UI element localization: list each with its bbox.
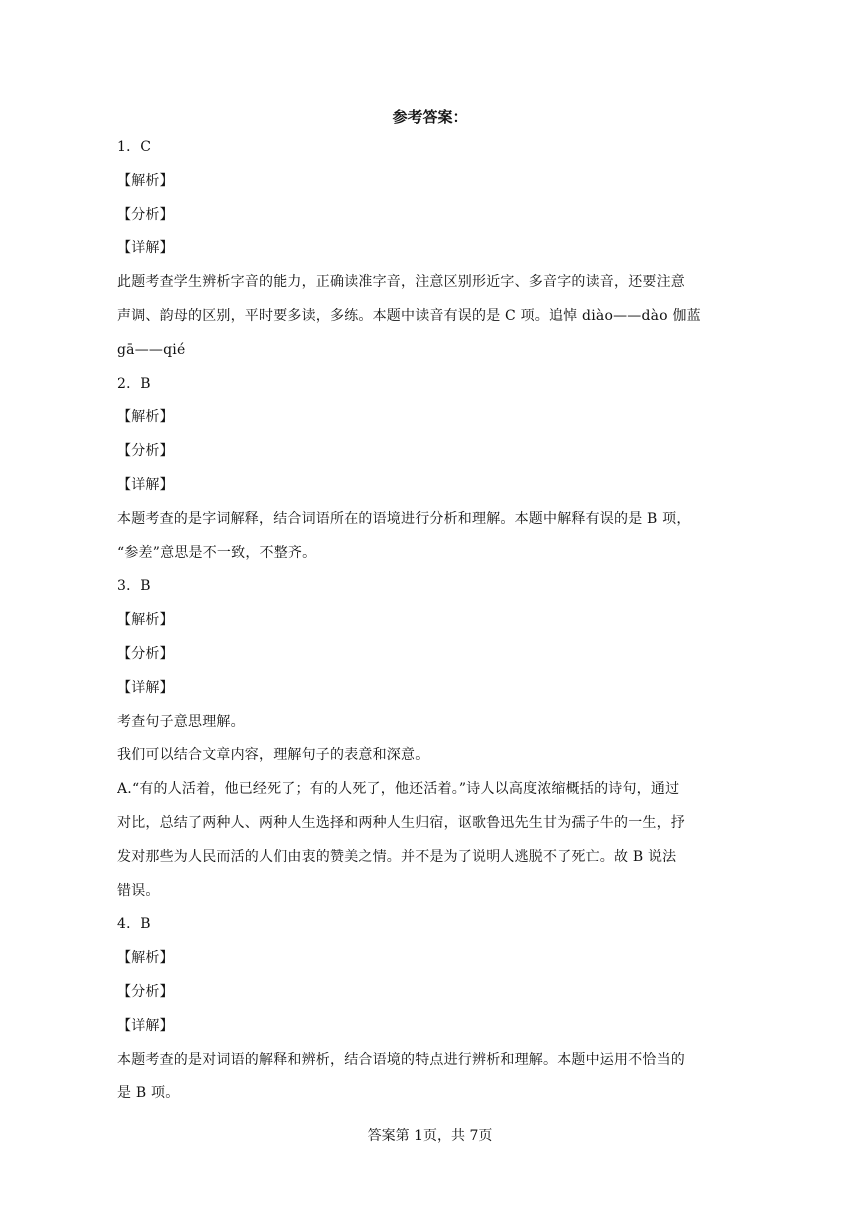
analysis-label: 【分析】 (117, 443, 174, 460)
analysis-label: 【分析】 (117, 206, 174, 223)
answer-content (117, 131, 747, 1111)
explanation-text: 声调、韵母的区别，平时要多读，多练。本题中读音有误的是 C 项。追悼 diào——dào 伽蓝 (117, 307, 701, 324)
analysis-label: 【分析】 (117, 645, 174, 662)
detail-label: 【详解】 (117, 1017, 174, 1034)
detail-label: 【详解】 (117, 476, 174, 493)
detail-label: 【详解】 (117, 240, 174, 257)
answer-1-number: 1．C (117, 139, 152, 155)
explanation-text: 错误。 (117, 882, 160, 899)
page-footer: 答案第 1页，共 7页 (367, 1128, 493, 1144)
answer-4-number: 4．B (117, 916, 151, 933)
explanation-text: A.“有的人活着，他已经死了；有的人死了，他还活着。”诗人以高度浓缩概括的诗句，通过 (117, 781, 680, 798)
analysis-label: 【解析】 (117, 950, 174, 967)
page-title: 参考答案： (392, 108, 468, 126)
explanation-text: 我们可以结合文章内容，理解句子的表意和深意。 (117, 747, 430, 764)
explanation-text: “参差”意思是不一致，不整齐。 (117, 544, 317, 561)
explanation-text: 对比，总结了两种人、两种人生选择和两种人生归宿，讴歌鲁迅先生甘为孺子牛的一生，抒 (117, 814, 685, 831)
answer-3-number: 3．B (117, 578, 151, 595)
analysis-label: 【解析】 (117, 409, 174, 426)
analysis-label: 【分析】 (117, 983, 174, 1000)
explanation-text: 本题考查的是对词语的解释和辨析，结合语境的特点进行辨析和理解。本题中运用不恰当的 (117, 1051, 685, 1068)
explanation-text: 此题考查学生辨析字音的能力，正确读准字音，注意区别形近字、多音字的读音，还要注意 (117, 274, 685, 291)
explanation-text: 发对那些为人民而活的人们由衷的赞美之情。并不是为了说明人逃脱不了死亡。故 B 说法 (117, 848, 677, 865)
detail-label: 【详解】 (117, 679, 174, 696)
explanation-text: 考查句子意思理解。 (117, 713, 245, 730)
explanation-text: 本题考查的是字词解释，结合词语所在的语境进行分析和理解。本题中解释有误的是 B 项， (117, 510, 691, 527)
answer-2-number: 2．B (117, 375, 151, 392)
analysis-label: 【解析】 (117, 172, 174, 189)
explanation-text: gā——qié (117, 341, 186, 358)
analysis-label: 【解析】 (117, 612, 174, 629)
explanation-text: 是 B 项。 (117, 1085, 180, 1102)
